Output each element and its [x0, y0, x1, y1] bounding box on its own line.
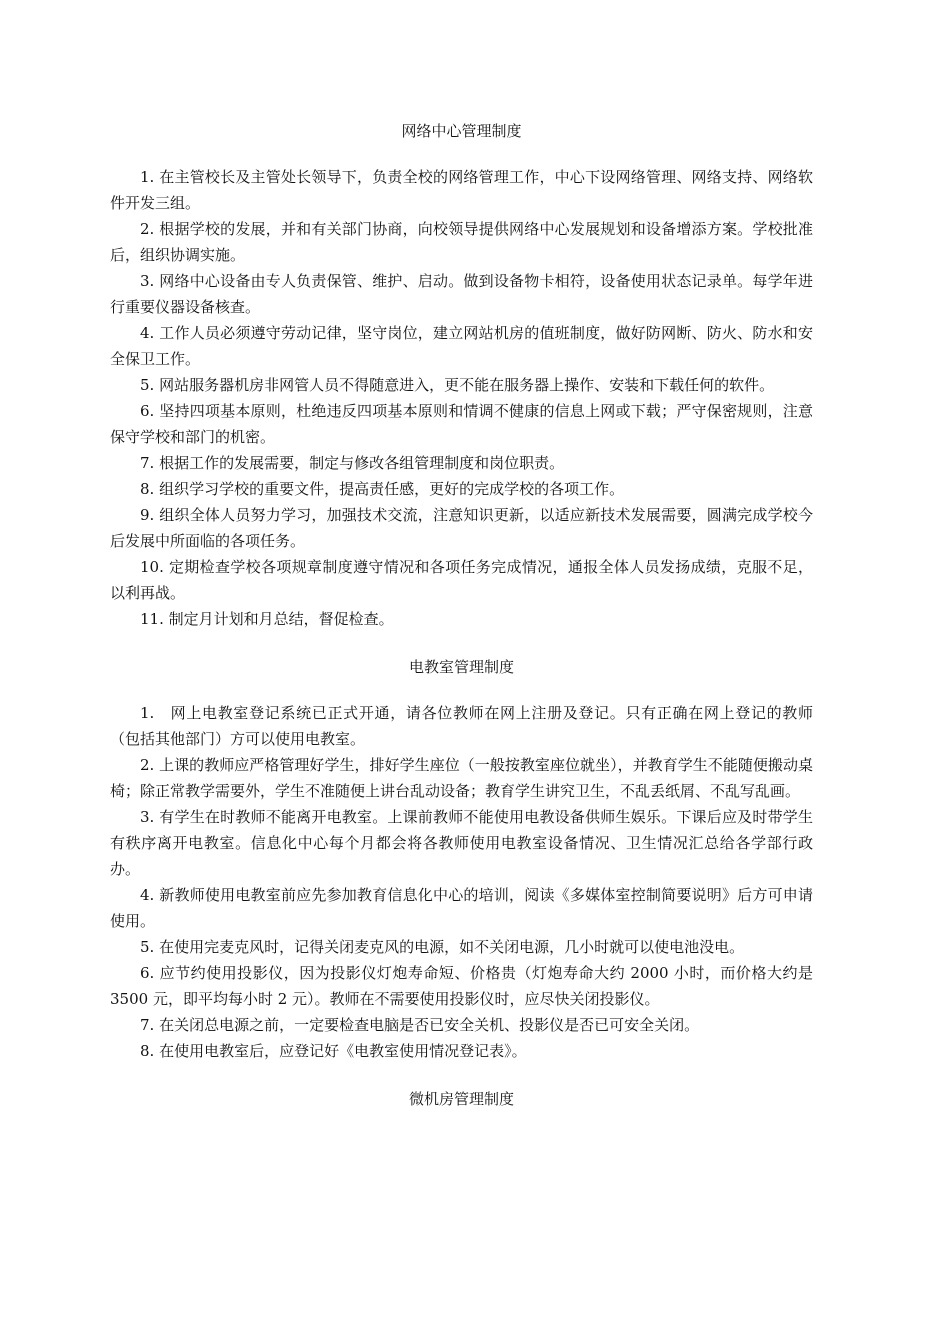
section-title: 微机房管理制度 [408, 1090, 514, 1108]
rule-item: 7. 在关闭总电源之前，一定要检查电脑是否已安全关机、投影仪是否已可安全关闭。 [140, 1016, 700, 1034]
rule-item: 7. 根据工作的发展需要，制定与修改各组管理制度和岗位职责。 [140, 454, 565, 472]
rule-item: 6. 坚持四项基本原则，杜绝违反四项基本原则和情调不健康的信息上网或下载；严守保密规则，注意保守学校和部门的机密。 [110, 402, 813, 446]
rule-item: 8. 在使用电教室后，应登记好《电教室使用情况登记表》。 [140, 1042, 527, 1060]
section-computer-room [110, 1086, 813, 1112]
section-network-center [110, 118, 813, 632]
rule-item: 5. 在使用完麦克风时，记得关闭麦克风的电源，如不关闭电源，几小时就可以使电池没电。 [140, 938, 745, 956]
rule-item: 5. 网站服务器机房非网管人员不得随意进入，更不能在服务器上操作、安装和下载任何的软件。 [140, 376, 775, 394]
rule-item: 4. 工作人员必须遵守劳动记律，坚守岗位，建立网站机房的值班制度，做好防网断、防火、防水和安全保卫工作。 [110, 324, 813, 368]
section-av-classroom [110, 654, 813, 1064]
rule-item: 8. 组织学习学校的重要文件，提高责任感，更好的完成学校的各项工作。 [140, 480, 625, 498]
rule-item: 9. 组织全体人员努力学习，加强技术交流，注意知识更新，以适应新技术发展需要，圆满完成学校今后发展中所面临的各项任务。 [110, 506, 813, 550]
rule-item: 10. 定期检查学校各项规章制度遵守情况和各项任务完成情况，通报全体人员发扬成绩，克服不足，以利再战。 [110, 558, 813, 602]
rule-item: 3. 网络中心设备由专人负责保管、维护、启动。做到设备物卡相符，设备使用状态记录单。每学年进行重要仪器设备核查。 [110, 272, 813, 316]
rule-item: 2. 上课的教师应严格管理好学生，排好学生座位（一般按教室座位就坐），并教育学生不能随便搬动桌椅；除正常教学需要外，学生不准随便上讲台乱动设备；教育学生讲究卫生，不乱丢纸屑、不乱写乱画。 [110, 756, 813, 800]
document-page [110, 118, 813, 1112]
section-title: 网络中心管理制度 [401, 122, 522, 140]
rule-item: 1. 网上电教室登记系统已正式开通，请各位教师在网上注册及登记。只有正确在网上登记的教师（包括其他部门）方可以使用电教室。 [110, 704, 813, 748]
rule-item: 1. 在主管校长及主管处长领导下，负责全校的网络管理工作，中心下设网络管理、网络支持、网络软件开发三组。 [110, 168, 813, 212]
rule-item: 6. 应节约使用投影仪，因为投影仪灯炮寿命短、价格贵（灯炮寿命大约 2000 小时，而价格大约是 3500 元，即平均每小时 2 元）。教师在不需要使用投影仪时，应尽快关闭投影仪。 [110, 964, 813, 1008]
rule-item: 4. 新教师使用电教室前应先参加教育信息化中心的培训，阅读《多媒体室控制简要说明》后方可申请使用。 [110, 886, 813, 930]
rule-list [110, 164, 813, 632]
rule-item: 2. 根据学校的发展，并和有关部门协商，向校领导提供网络中心发展规划和设备增添方案。学校批准后，组织协调实施。 [110, 220, 813, 264]
section-spacer [110, 632, 813, 654]
section-title: 电教室管理制度 [408, 658, 514, 676]
rule-list [110, 700, 813, 1064]
rule-item: 3. 有学生在时教师不能离开电教室。上课前教师不能使用电教设备供师生娱乐。下课后应及时带学生有秩序离开电教室。信息化中心每个月都会将各教师使用电教室设备情况、卫生情况汇总给各学部行政办。 [110, 808, 813, 878]
rule-item: 11. 制定月计划和月总结，督促检查。 [140, 610, 394, 628]
section-spacer [110, 1064, 813, 1086]
